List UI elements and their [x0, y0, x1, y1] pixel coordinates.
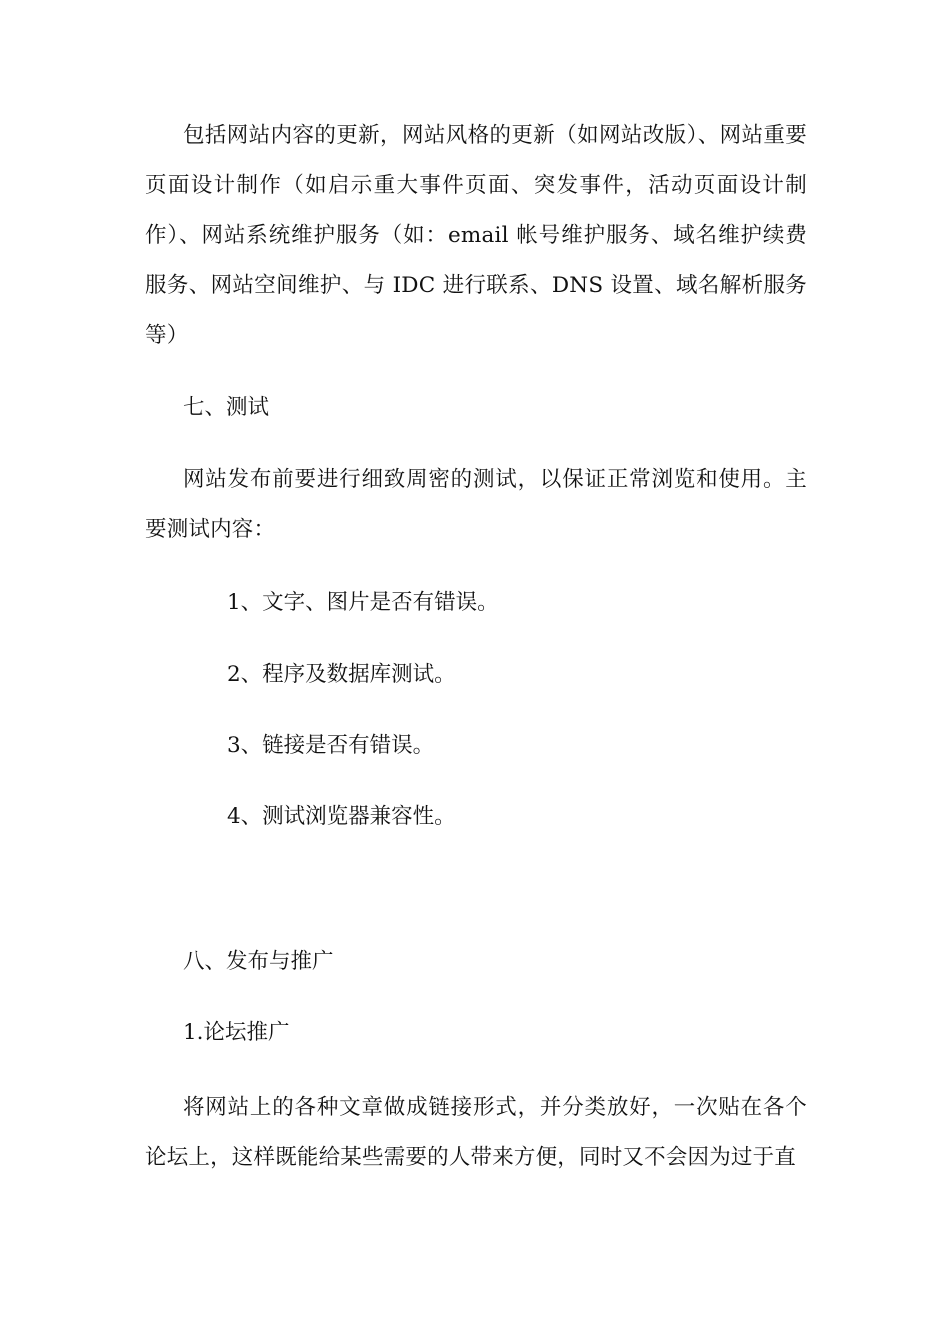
test-item-4: 4、测试浏览器兼容性。 [227, 804, 456, 829]
paragraph-maintenance: 包括网站内容的更新，网站风格的更新（如网站改版）、网站重要页面设计制作（如启示重大事件页面、突发事件，活动页面设计制作）、网站系统维护服务（如：email 帐号维护服务、域名维护续费服务、网站空间维护、与 IDC 进行联系、DNS 设置、域名解析服务等） [145, 123, 807, 348]
paragraph-testing-intro: 网站发布前要进行细致周密的测试，以保证正常浏览和使用。主要测试内容： [145, 467, 807, 542]
test-item-2: 2、程序及数据库测试。 [227, 662, 456, 687]
subsection-heading-forum-promotion: 1.论坛推广 [183, 1020, 290, 1045]
section-heading-testing: 七、测试 [183, 395, 270, 420]
section-heading-publish-promotion: 八、发布与推广 [183, 949, 334, 974]
paragraph-forum-promotion: 将网站上的各种文章做成链接形式，并分类放好，一次贴在各个论坛上，这样既能给某些需要的人带来方便，同时又不会因为过于直 [145, 1095, 807, 1170]
test-item-1: 1、文字、图片是否有错误。 [227, 590, 499, 615]
test-item-3: 3、链接是否有错误。 [227, 733, 435, 758]
